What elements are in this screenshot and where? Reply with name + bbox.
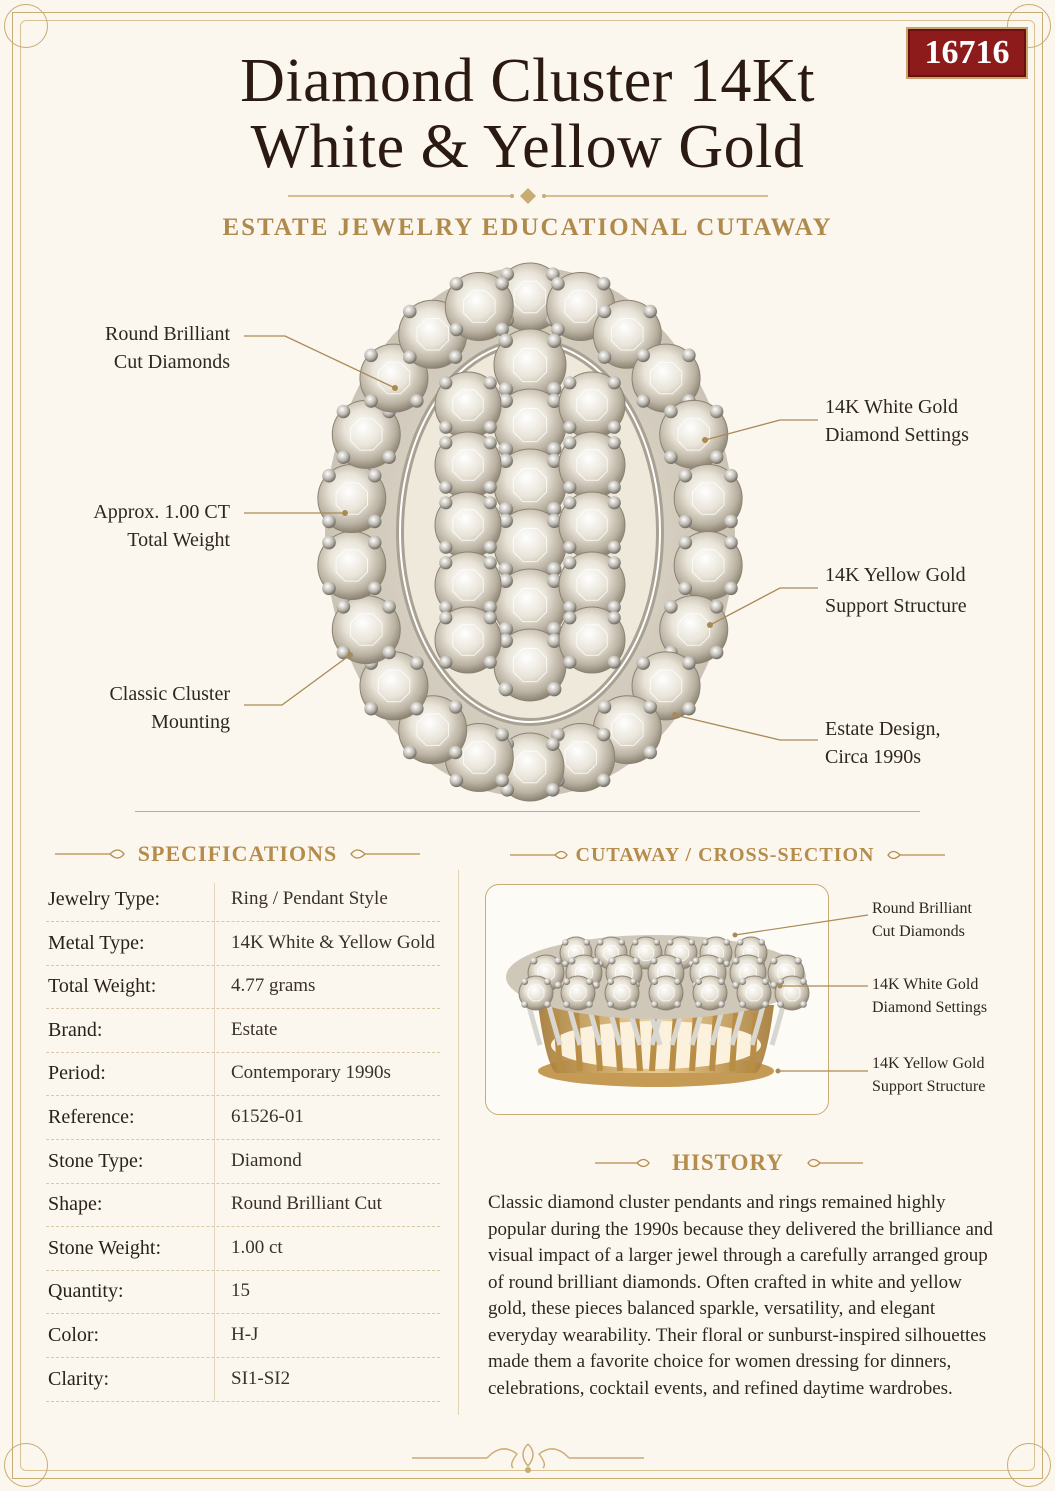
spec-value: Contemporary 1990s [231, 1062, 391, 1084]
spec-label: Stone Weight: [48, 1236, 162, 1259]
spec-value: 15 [231, 1280, 250, 1302]
history-heading: HISTORY [672, 1150, 784, 1175]
spec-row [46, 1140, 440, 1184]
cutaway-leader-lines [700, 895, 875, 1080]
corner-ornament-bottom-right [1007, 1443, 1051, 1487]
spec-label: Total Weight: [48, 975, 157, 998]
title-line-2: White & Yellow Gold [250, 113, 805, 181]
spec-row [46, 1227, 440, 1271]
callout-white-gold-settings: 14K White Gold Diamond Settings [825, 396, 969, 446]
spec-row [46, 1314, 440, 1358]
spec-row [46, 965, 440, 1009]
spec-value: 61526-01 [231, 1106, 304, 1127]
spec-row [46, 1183, 440, 1227]
spec-row [46, 922, 440, 966]
spec-label: Shape: [48, 1193, 103, 1216]
spec-value: 1.00 ct [231, 1236, 283, 1258]
spec-row [46, 1358, 440, 1402]
callout-total-weight: Approx. 1.00 CT Total Weight [93, 501, 230, 551]
cutaway-diamond [561, 976, 595, 1010]
cutaway-label-yellow-gold: 14K Yellow Gold Support Structure [872, 1055, 986, 1095]
spec-label: Clarity: [48, 1367, 110, 1390]
spec-label: Color: [48, 1324, 100, 1346]
spec-value: Ring / Pendant Style [231, 888, 388, 909]
spec-value: Estate [231, 1018, 278, 1040]
callout-round-brilliant: Round Brilliant Cut Diamonds [105, 323, 230, 373]
spec-value: H-J [231, 1324, 259, 1345]
corner-ornament-bottom-left [4, 1443, 48, 1487]
title-line-1: Diamond Cluster 14Kt [240, 47, 815, 115]
spec-label: Stone Type: [48, 1149, 144, 1172]
spec-label: Period: [48, 1062, 106, 1085]
callout-yellow-gold-support: 14K Yellow Gold Support Structure [825, 564, 967, 617]
spec-row [46, 878, 440, 922]
spec-label: Brand: [48, 1018, 103, 1041]
cutaway-diamond [649, 976, 683, 1010]
cutaway-label-diamonds: Round Brilliant Cut Diamonds [872, 900, 972, 940]
column-divider [458, 870, 459, 1415]
history-text: Classic diamond cluster pendants and rings remained highly popular during the 1990s because they delivered the brilliance and visual impact of a larger jewel through a carefully arranged group of round brilliant diamonds. Often crafted in white and yellow gold, these pieces balanced sparkle, versatility, and elegant everyday wearability. Their floral or sunburst-inspired silhouettes made them a favorite choice for women dressing for dinners, celebrations, cocktail events, and refined daytime wardrobes. [488, 1192, 993, 1399]
reference-badge: 16716 [906, 27, 1028, 79]
spec-value: 14K White & Yellow Gold [231, 931, 435, 953]
subtitle: ESTATE JEWELRY EDUCATIONAL CUTAWAY [222, 214, 833, 241]
spec-label: Reference: [48, 1106, 135, 1128]
bottom-ornament [412, 1436, 644, 1476]
spec-value: Diamond [231, 1149, 302, 1171]
spec-row [46, 1270, 440, 1314]
spec-row [46, 1052, 440, 1096]
callout-cluster-mounting: Classic Cluster Mounting [109, 683, 230, 733]
cutaway-diamond [605, 976, 639, 1010]
spec-label: Jewelry Type: [48, 888, 161, 910]
section-divider [135, 811, 920, 812]
cutaway-label-white-gold: 14K White Gold Diamond Settings [872, 976, 988, 1016]
spec-label: Metal Type: [48, 931, 145, 954]
callout-estate-design: Estate Design, Circa 1990s [825, 718, 941, 768]
spec-row [46, 1009, 440, 1053]
spec-value: SI1-SI2 [231, 1367, 291, 1389]
specifications-column-divider [214, 883, 215, 1401]
cutaway-heading: CUTAWAY / CROSS-SECTION [575, 844, 875, 866]
spec-row [46, 1096, 440, 1140]
specifications-heading: SPECIFICATIONS [137, 841, 338, 866]
spec-value: Round Brilliant Cut [231, 1193, 382, 1215]
spec-value: 4.77 grams [231, 975, 316, 997]
spec-label: Quantity: [48, 1280, 124, 1303]
cutaway-diamond [519, 976, 553, 1010]
